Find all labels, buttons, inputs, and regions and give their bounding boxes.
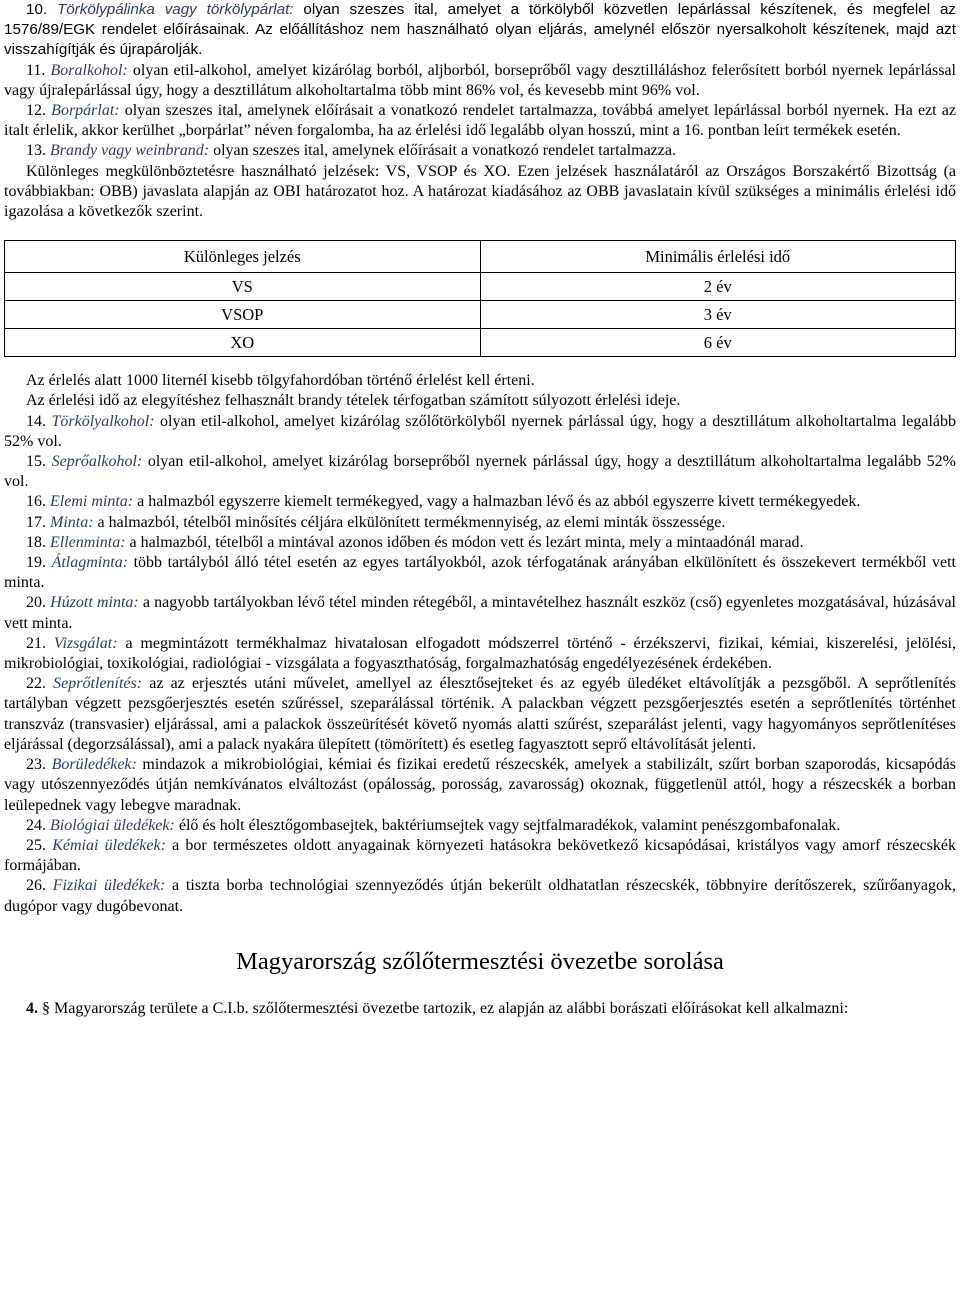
definition-term: Seprőtlenítés:	[53, 675, 143, 693]
definition-term: Fizikai üledékek:	[52, 877, 166, 895]
section-text: Magyarország területe a C.I.b. szőlőtermesztési övezetbe tartozik, ez alapján az alábbi borászati előírásokat kell alkalmazni:	[50, 999, 849, 1017]
definition-text: a halmazból egyszerre kiemelt termékegyed, vagy a halmazban lévő és az abból egyszerre kivett termékegyedek.	[133, 493, 861, 511]
definition-text: olyan szeszes ital, amelyet a törkölyből közvetlen lepárlással készítenek, és megfelel az 1576/89/EGK rendelet előírásainak. Az előállításhoz nem használható olyan eljárás, amelynél először nyersalkoholt készítenek, majd azt visszahígítják és újrapárolják.	[4, 1, 956, 59]
definition-text: több tartályból álló tétel esetén az egyes tartályokból, azok térfogatának arányában elkülönített és összekevert termékből vett minta.	[4, 554, 957, 592]
definition-paragraph	[4, 593, 956, 633]
definition-number: 21.	[26, 634, 46, 652]
definition-number: 19.	[26, 554, 46, 572]
definition-number: 15.	[26, 453, 46, 471]
definition-paragraph	[4, 634, 956, 674]
definition-term: Átlagminta:	[51, 554, 129, 572]
definition-number: 14.	[26, 412, 46, 430]
definition-text: Az érlelés alatt 1000 liternél kisebb tölgyfahordóban történő érlelést kell érteni.	[26, 372, 535, 390]
definition-text: a megmintázott termékhalmaz hivatalosan elfogadott módszerrel történő - érzékszervi, fizikai, kémiai, kiszerelési, jelölési, mikrobiológiai, toxikológiai, radiológiai - vizsgálata a fogyaszthatóság, forgalmazhatóság engedélyezésének érdekében.	[4, 634, 956, 673]
definition-paragraph	[4, 452, 956, 492]
definition-number: 24.	[26, 816, 46, 834]
definition-term: Minta:	[50, 513, 94, 531]
definition-paragraph	[4, 513, 956, 533]
section-4-paragraph	[4, 999, 956, 1019]
definition-paragraph	[4, 61, 956, 101]
definition-number: 22.	[26, 675, 46, 693]
definition-number: 16.	[26, 493, 46, 511]
definition-number: 26.	[26, 877, 46, 895]
definition-paragraph	[4, 162, 956, 223]
table-cell-grade: VSOP	[5, 301, 481, 329]
table-row	[5, 273, 956, 301]
definition-number: 18.	[26, 533, 46, 551]
definition-term: Borüledékek:	[51, 756, 137, 774]
section-heading: Magyarország szőlőtermesztési övezetbe sorolása	[236, 947, 724, 975]
table-cell-aging: 2 év	[480, 273, 956, 301]
definition-text: a bor természetes oldott anyagainak környezeti hatásokra bekövetkező kicsapódásai, kristályos vagy amorf részecskék formájában.	[4, 836, 957, 875]
table-header-min-aging: Minimális érlelési idő	[480, 241, 956, 273]
definition-term: Borpárlat:	[51, 102, 120, 120]
definition-term: Törkölypálinka vagy törkölypárlat:	[56, 1, 294, 18]
table-header-row	[5, 241, 956, 273]
table-cell-grade: VS	[5, 273, 481, 301]
definition-number: 20.	[26, 594, 46, 612]
definition-number: 11.	[26, 61, 46, 79]
definition-term: Brandy vagy weinbrand:	[50, 142, 210, 160]
table-header-grade: Különleges jelzés	[5, 241, 481, 273]
aging-table	[4, 240, 956, 357]
definition-paragraph	[4, 816, 956, 836]
section-number: 4.	[26, 999, 38, 1017]
definition-number: 12.	[26, 102, 46, 120]
definition-number: 17.	[26, 513, 46, 531]
table-row	[5, 301, 956, 329]
section-symbol: §	[42, 999, 50, 1017]
definition-number: 25.	[26, 836, 46, 854]
definition-paragraph	[4, 412, 956, 452]
table-cell-aging: 3 év	[480, 301, 956, 329]
table-row	[5, 329, 956, 357]
definition-text: élő és holt élesztőgombasejtek, baktériumsejtek vagy sejtfalmaradékok, valamint penészgombafonalak.	[174, 816, 841, 834]
definition-text: a halmazból, tételből minősítés céljára elkülönített termékmennyiség, az elemi minták összessége.	[93, 513, 726, 531]
definitions-top	[4, 0, 956, 222]
definition-number: 10.	[26, 1, 48, 18]
definition-text: a tiszta borba technológiai szennyeződés útján bekerült oldhatatlan részecskék, többnyire derítőszerek, szűrőanyagok, dugópor vagy dugóbevonat.	[4, 877, 957, 915]
definition-term: Boralkohol:	[50, 61, 128, 79]
definition-term: Ellenminta:	[50, 533, 126, 551]
definition-paragraph	[4, 371, 956, 391]
definition-term: Kémiai üledékek:	[52, 836, 166, 854]
definition-term: Húzott minta:	[50, 594, 139, 612]
definition-text: olyan etil-alkohol, amelyet kizárólag borseprőből nyernek párlással úgy, hogy a desztillátum alkoholtartalma legalább 52% vol.	[4, 453, 957, 491]
definitions-bottom	[4, 371, 956, 916]
definition-paragraph	[4, 553, 956, 593]
definition-number: 23.	[26, 756, 46, 774]
definition-paragraph	[4, 674, 956, 755]
definition-text: olyan szeszes ital, amelynek előírásait a vonatkozó rendelet tartalmazza, továbbá amelyet lepárlással borból nyernek. Ha ezt az italt érlelik, akkor kerülhet „borpárlat” néven forgalomba, ha az érlelési idő legalább olyan hosszú, mint a 16. pontban leírt termékek esetén.	[4, 102, 956, 140]
aging-table-block	[4, 240, 956, 357]
definition-text: olyan etil-alkohol, amelyet kizárólag borból, aljborból, borseprőből vagy desztilláláshoz felerősített borból nyernek lepárlással vagy újralepárlással úgy, hogy a desztillátum alkoholtartalma több mint 86% vol, és kevesebb mint 96% vol.	[4, 61, 957, 99]
definition-term: Biológiai üledékek:	[50, 816, 175, 834]
definition-term: Elemi minta:	[50, 493, 134, 511]
definition-paragraph	[4, 141, 956, 161]
definition-paragraph	[4, 533, 956, 553]
definition-text: mindazok a mikrobiológiai, kémiai és fizikai eredetű részecskék, amelyek a stabilizált, szűrt borban szaporodás, kicsapódás vagy utószennyeződés útján nemkívánatos elváltozást (opálosság, porosság, zavarosság) okoznak, függetlenül attól, hogy a részecskék a borban leülepednek vagy lebegve maradnak.	[4, 756, 956, 814]
definition-text: olyan etil-alkohol, amelyet kizárólag szőlőtörkölyből nyernek párlással úgy, hogy a desztillátum alkoholtartalma legalább 52% vol.	[4, 412, 957, 450]
definition-text: a halmazból, tételből a mintával azonos időben és módon vett és lezárt minta, mely a mintaadónál marad.	[125, 533, 804, 551]
definition-text: Különleges megkülönböztetésre használható jelzések: VS, VSOP és XO. Ezen jelzések használatáról az Országos Borszakértő Bizottság (a továbbiakban: OBB) javaslata alapján az OBI határozatot hoz. A határozat kiadásához az OBB javaslatain kívül szükséges a minimális érlelési idő igazolása a következők szerint.	[4, 162, 956, 221]
definition-text: a nagyobb tartályokban lévő tétel minden rétegéből, a mintavételhez használt eszköz (cső) egyenletes mozgatásával, húzásával vett minta.	[4, 594, 957, 632]
definition-text: olyan szeszes ital, amelynek előírásait a vonatkozó rendelet tartalmazza.	[209, 142, 676, 160]
document-page	[4, 0, 956, 1019]
definition-term: Törkölyalkohol:	[51, 412, 155, 430]
definition-text: az az erjesztés utáni művelet, amellyel az élesztősejteket és az egyéb üledéket eltávolítják a pezsgőből. A seprőtlenítés tartályban végzett pezsgőerjesztés esetén szűréssel, szeparálással történik. A palackban végzett pezsgőerjesztés esetén a seprőtlenítés történhet transzváz (transvasier) eljárással, ami a palackok összeürítését követő nyomás alatti szűrést, szeparálást jelenti, vagy hagyományos seprőtlenítéses eljárással (degorzsálással), ami a palack nyakára ülepített (tömörített) és esetleg fagyasztott seprő eltávolítását jelenti.	[4, 675, 956, 753]
definition-paragraph	[4, 0, 956, 61]
table-cell-grade: XO	[5, 329, 481, 357]
definition-text: Az érlelési idő az elegyítéshez felhasznált brandy tételek térfogatban számított súlyozott érlelési ideje.	[26, 392, 681, 410]
definition-term: Seprőalkohol:	[51, 453, 143, 471]
definition-paragraph	[4, 876, 956, 916]
definition-paragraph	[4, 101, 956, 141]
definition-paragraph	[4, 492, 956, 512]
definition-number: 13.	[26, 142, 46, 160]
definition-term: Vizsgálat:	[53, 634, 118, 652]
definition-paragraph	[4, 755, 956, 816]
definition-paragraph	[4, 836, 956, 876]
definition-paragraph	[4, 391, 956, 411]
table-cell-aging: 6 év	[480, 329, 956, 357]
